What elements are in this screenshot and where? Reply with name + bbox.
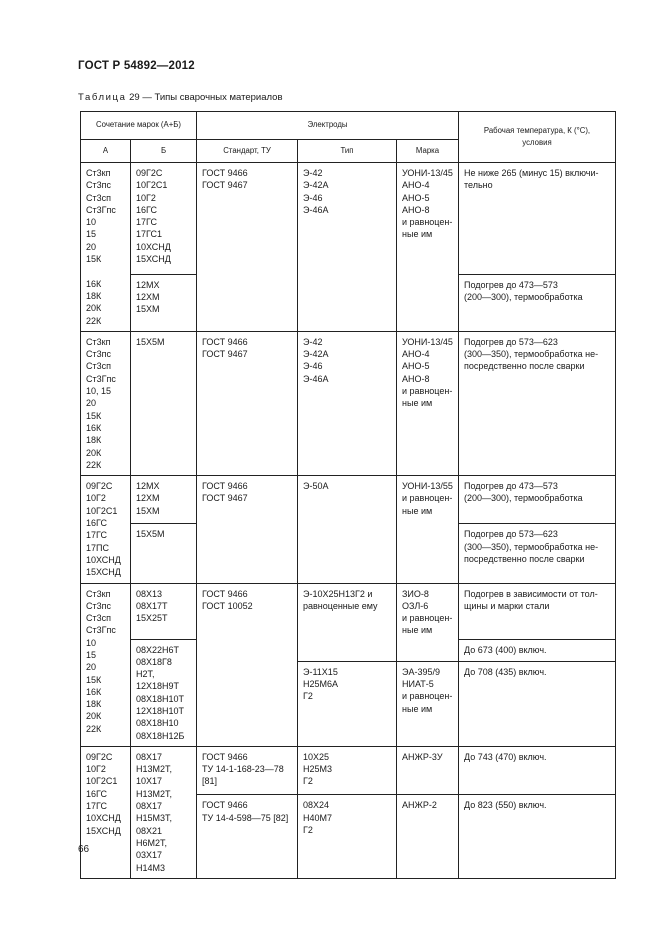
cell-line: 08Х18Н12Б — [136, 730, 185, 741]
cell-line: Э-50А — [303, 481, 329, 492]
cell-content — [298, 662, 396, 707]
cell-content — [459, 640, 615, 660]
cell-line: (200—300), термообработка — [464, 493, 583, 504]
cell-content — [397, 662, 458, 719]
cell-content — [197, 163, 297, 196]
cell-content — [397, 332, 458, 414]
cell-line: АНО-8 — [402, 204, 430, 215]
cell-line: До 823 (550) включ. — [464, 800, 547, 811]
cell-line: и равноцен- — [402, 691, 453, 702]
cell-line: УОНИ-13/55 — [402, 481, 453, 492]
cell-line: Подогрев до 573—623 — [464, 529, 558, 540]
cell-line: Подогрев до 473—573 — [464, 279, 558, 290]
cell-line: 12ХМ — [136, 493, 160, 504]
cell-content — [459, 584, 615, 617]
cell-content — [81, 584, 130, 740]
cell-content — [131, 584, 196, 629]
header-a: А — [81, 140, 131, 163]
cell-line: ГОСТ 10052 — [202, 600, 253, 611]
cell-line: 20 — [86, 241, 97, 252]
cell-line: Ст3сп — [86, 361, 112, 372]
cell-line: ОЗЛ-6 — [402, 600, 429, 611]
cell-line: и равноцен- — [402, 386, 453, 397]
cell-line: Г2 — [303, 824, 313, 835]
cell-content — [197, 476, 297, 509]
cell-line: равноценные ему — [303, 600, 378, 611]
cell-content — [459, 524, 615, 569]
cell-a — [81, 331, 131, 475]
cell-line: Н25М6А — [303, 679, 339, 690]
cell-line: 08Х24 — [303, 800, 330, 811]
cell-standard — [197, 331, 298, 475]
cell-line: 16ГС — [86, 788, 107, 799]
cell-line: 09Г2С — [86, 751, 113, 762]
cell-line: 15 — [86, 229, 97, 240]
cell-line: 18К — [86, 699, 102, 710]
cell-line: ТУ 14-1-168-23—78 — [202, 764, 284, 775]
cell-line: Э-42А — [303, 180, 329, 191]
cell-line: 17ГС — [86, 530, 107, 541]
header-temp-text: Рабочая температура, К (°С), условия — [483, 125, 591, 147]
header-combo: Сочетание марок (А+Б) — [81, 112, 197, 140]
cell-content — [81, 476, 130, 582]
cell-content — [81, 163, 130, 331]
cell-line: (300—350), термообработка не- — [464, 541, 599, 552]
cell-content — [81, 332, 130, 475]
cell-line: 20К — [86, 447, 102, 458]
cell-temp — [459, 795, 616, 878]
cell-line: Н13М2Т, — [136, 788, 173, 799]
cell-line: 08Х18Н10Т — [136, 693, 185, 704]
cell-line: 10Г2 — [86, 764, 106, 775]
cell-line: Н2Т, — [136, 669, 155, 680]
document-code: ГОСТ Р 54892—2012 — [78, 60, 195, 72]
cell-line: 08Х13 — [136, 588, 163, 599]
cell-content — [397, 163, 458, 245]
cell-line: 15ХСНД — [86, 567, 121, 578]
cell-b — [131, 639, 197, 746]
cell-type — [298, 661, 397, 746]
cell-line: Э-42А — [303, 349, 329, 360]
cell-line: 15К — [86, 254, 102, 265]
cell-line: ГОСТ 9466 — [202, 751, 248, 762]
cell-line: ГОСТ 9466 — [202, 336, 248, 347]
cell-brand — [397, 583, 459, 661]
cell-line: 12ХМ — [136, 291, 160, 302]
cell-line: Э-42 — [303, 168, 323, 178]
cell-type — [298, 583, 397, 661]
cell-temp — [459, 476, 616, 524]
cell-line: и равноцен- — [402, 217, 453, 228]
cell-line: 08Х17 — [136, 801, 163, 812]
cell-content — [459, 747, 615, 767]
cell-line: Ст3пс — [86, 349, 112, 360]
cell-brand — [397, 746, 459, 794]
cell-line: (200—300), термообработка — [464, 291, 583, 302]
cell-content — [397, 747, 458, 767]
header-type: Тип — [298, 140, 397, 163]
cell-content — [197, 795, 297, 828]
cell-content — [298, 163, 396, 220]
cell-line: До 743 (470) включ. — [464, 751, 547, 762]
cell-content — [131, 524, 196, 544]
cell-line: 17ГС1 — [136, 229, 162, 240]
cell-line: Э-10Х25Н13Г2 и — [303, 588, 373, 599]
cell-line: и равноцен- — [402, 493, 453, 504]
cell-line: 17ГС — [86, 801, 107, 812]
cell-line — [86, 265, 127, 277]
cell-content — [459, 662, 615, 682]
cell-line: Г2 — [303, 691, 313, 702]
cell-b — [131, 746, 197, 878]
cell-line: ГОСТ 9466 — [202, 481, 248, 492]
cell-line: 09Г2С — [86, 481, 113, 492]
cell-line: Ст3кп — [86, 336, 111, 347]
cell-content — [298, 332, 396, 389]
cell-line: посредственно после сварки — [464, 361, 585, 372]
cell-line: 10Г2С1 — [86, 505, 118, 516]
cell-line: 10 — [86, 217, 97, 228]
cell-brand — [397, 661, 459, 746]
cell-line: Ст3пс — [86, 180, 112, 191]
caption-title: — Типы сварочных материалов — [142, 92, 283, 103]
cell-brand — [397, 795, 459, 878]
cell-line: ные им — [402, 398, 433, 409]
cell-content — [131, 640, 196, 746]
cell-b — [131, 524, 197, 583]
cell-b — [131, 163, 197, 275]
cell-line: АНЖР-2 — [402, 800, 437, 811]
cell-temp — [459, 583, 616, 639]
cell-line: Э-46А — [303, 204, 329, 215]
cell-temp — [459, 661, 616, 746]
cell-line: 20 — [86, 398, 97, 409]
cell-line: 12МХ — [136, 279, 160, 290]
cell-line: 10Г2С1 — [86, 776, 118, 787]
cell-line: ГОСТ 9466 — [202, 800, 248, 811]
cell-b — [131, 274, 197, 331]
cell-temp — [459, 746, 616, 794]
cell-line: ГОСТ 9466 — [202, 168, 248, 178]
cell-line: 12Х18Н10Т — [136, 705, 185, 716]
cell-type — [298, 163, 397, 332]
cell-content — [298, 747, 396, 792]
table-row — [81, 746, 616, 794]
table-row — [81, 476, 616, 524]
cell-line: 08Х18Н10 — [136, 718, 179, 729]
cell-line: 10ХСНД — [86, 554, 121, 565]
cell-line: 10ХСНД — [86, 813, 121, 824]
cell-line: УОНИ-13/45 — [402, 168, 453, 178]
header-electrodes: Электроды — [197, 112, 459, 140]
header-standard: Стандарт, ТУ — [197, 140, 298, 163]
cell-line: 10, 15 — [86, 386, 112, 397]
cell-line: 12Х18Н9Т — [136, 681, 180, 692]
table-row — [81, 163, 616, 275]
cell-line: [81] — [202, 776, 218, 787]
cell-content — [131, 747, 196, 878]
cell-standard — [197, 795, 298, 878]
cell-line: Э-11Х15 — [303, 666, 338, 677]
cell-line: 16ГС — [86, 518, 107, 529]
cell-line: 16К — [86, 422, 102, 433]
cell-line: Ст3сп — [86, 613, 112, 624]
cell-content — [131, 163, 196, 269]
header-b: Б — [131, 140, 197, 163]
cell-temp — [459, 331, 616, 475]
cell-line: 08Х17Т — [136, 600, 168, 611]
cell-brand — [397, 163, 459, 332]
cell-type — [298, 795, 397, 878]
cell-line: Подогрев до 573—623 — [464, 336, 558, 347]
cell-line: До 708 (435) включ. — [464, 666, 547, 677]
cell-line: ные им — [402, 625, 433, 636]
cell-line: Подогрев до 473—573 — [464, 481, 558, 492]
cell-line: АНО-5 — [402, 192, 430, 203]
cell-content — [459, 476, 615, 509]
cell-line: 16К — [86, 686, 102, 697]
cell-line: 10Г2С1 — [136, 180, 168, 191]
cell-line: 09Г2С — [136, 168, 163, 178]
cell-line: 10Х17 — [136, 776, 163, 787]
cell-type — [298, 476, 397, 583]
cell-line: 03Х17 — [136, 850, 163, 861]
cell-line: Подогрев в зависимости от тол- — [464, 588, 598, 599]
cell-temp — [459, 639, 616, 661]
cell-line: Э-42 — [303, 336, 323, 347]
table-row — [81, 583, 616, 639]
cell-content — [298, 795, 396, 840]
cell-standard — [197, 476, 298, 583]
cell-a — [81, 476, 131, 583]
cell-line: ГОСТ 9467 — [202, 349, 248, 360]
cell-line: ные им — [402, 703, 433, 714]
cell-content — [298, 476, 396, 496]
cell-standard — [197, 746, 298, 794]
cell-line: 08Х17 — [136, 751, 163, 762]
cell-line: 15К — [86, 674, 102, 685]
cell-line: 20К — [86, 303, 102, 314]
cell-b — [131, 583, 197, 639]
header-temp — [459, 112, 616, 163]
cell-content — [397, 476, 458, 521]
cell-line: 17ГС — [136, 217, 157, 228]
caption-label: Таблица — [78, 92, 127, 103]
cell-line: 15К — [86, 410, 102, 421]
cell-line: 15Х5М — [136, 336, 165, 347]
table-row — [81, 331, 616, 475]
cell-line: 20К — [86, 711, 102, 722]
cell-line: Н25М3 — [303, 764, 333, 775]
header-brand: Марка — [397, 140, 459, 163]
cell-type — [298, 746, 397, 794]
cell-content — [131, 332, 196, 352]
cell-line: Ст3Гпс — [86, 373, 116, 384]
cell-line: Г2 — [303, 776, 313, 787]
cell-line: АНО-5 — [402, 361, 430, 372]
cell-line: и равноцен- — [402, 613, 453, 624]
cell-b — [131, 476, 197, 524]
cell-line: 15 — [86, 649, 97, 660]
cell-line: УОНИ-13/45 — [402, 336, 453, 347]
cell-line: АНО-8 — [402, 373, 430, 384]
cell-line: Ст3кп — [86, 588, 111, 599]
cell-brand — [397, 476, 459, 583]
cell-line: 10ХСНД — [136, 241, 171, 252]
cell-brand — [397, 331, 459, 475]
cell-content — [81, 747, 130, 841]
cell-content — [459, 275, 615, 308]
cell-a — [81, 746, 131, 878]
cell-line: 20 — [86, 662, 97, 673]
cell-line: АНО-4 — [402, 349, 430, 360]
cell-content — [131, 275, 196, 320]
cell-line: 08Х21 — [136, 825, 163, 836]
cell-line: Э-46 — [303, 361, 323, 372]
cell-type — [298, 331, 397, 475]
caption-number: 29 — [129, 92, 140, 103]
cell-line: ЭА-395/9 — [402, 666, 440, 677]
cell-line: Не ниже 265 (минус 15) включи- — [464, 168, 599, 178]
cell-line: ные им — [402, 505, 433, 516]
cell-line: 16К — [86, 278, 102, 289]
cell-line: ГОСТ 9467 — [202, 180, 248, 191]
cell-line: Ст3кп — [86, 168, 111, 178]
cell-line: 10Г2 — [86, 493, 106, 504]
cell-line: Ст3Гпс — [86, 625, 116, 636]
cell-line: 10Г2 — [136, 192, 156, 203]
cell-content — [397, 584, 458, 641]
cell-line: Э-46 — [303, 192, 323, 203]
cell-line: 17ПС — [86, 542, 109, 553]
welding-materials-table — [80, 111, 616, 879]
cell-line: 15ХСНД — [86, 825, 121, 836]
cell-line: До 673 (400) включ. — [464, 644, 547, 655]
cell-line: Ст3пс — [86, 600, 112, 611]
cell-line: 16ГС — [136, 204, 157, 215]
cell-line: тельно — [464, 180, 493, 191]
cell-line: 08Х22Н6Т — [136, 644, 180, 655]
cell-line: 15ХМ — [136, 304, 160, 315]
cell-b — [131, 331, 197, 475]
cell-standard — [197, 583, 298, 746]
cell-line: Ст3Гпс — [86, 204, 116, 215]
cell-content — [298, 584, 396, 617]
cell-line: Н40М7 — [303, 812, 333, 823]
cell-content — [459, 332, 615, 377]
cell-line: Н6М2Т, — [136, 837, 168, 848]
cell-content — [197, 747, 297, 792]
table-caption — [78, 92, 283, 103]
cell-line: 15ХМ — [136, 505, 160, 516]
cell-standard — [197, 163, 298, 332]
cell-line: 10 — [86, 637, 97, 648]
page-number: 66 — [78, 844, 90, 855]
cell-temp — [459, 163, 616, 275]
cell-line: 10Х25 — [303, 751, 330, 762]
cell-line: 15ХСНД — [136, 254, 171, 265]
cell-line: Н14М3 — [136, 862, 166, 873]
cell-content — [459, 795, 615, 815]
cell-line: ные им — [402, 229, 433, 240]
cell-temp — [459, 274, 616, 331]
cell-line: АНЖР-3У — [402, 751, 443, 762]
cell-line: 08Х18Г8 — [136, 656, 172, 667]
cell-line: Н13М2Т, — [136, 764, 173, 775]
cell-line: ГОСТ 9466 — [202, 588, 248, 599]
cell-line: Н15М3Т, — [136, 813, 173, 824]
cell-line: 12МХ — [136, 481, 160, 492]
cell-line: ГОСТ 9467 — [202, 493, 248, 504]
cell-line: НИАТ-5 — [402, 679, 434, 690]
cell-temp — [459, 524, 616, 583]
cell-line: 15Х25Т — [136, 613, 168, 624]
cell-line: 15Х5М — [136, 529, 165, 540]
cell-line: 22К — [86, 459, 102, 470]
cell-line: 18К — [86, 290, 102, 301]
cell-content — [459, 163, 615, 196]
cell-line: 22К — [86, 723, 102, 734]
cell-content — [131, 476, 196, 521]
cell-line: Э-46А — [303, 373, 329, 384]
cell-line: ТУ 14-4-598—75 [82] — [202, 812, 289, 823]
cell-line: 22К — [86, 315, 102, 326]
cell-line: посредственно после сварки — [464, 554, 585, 565]
cell-a — [81, 583, 131, 746]
cell-content — [197, 584, 297, 617]
cell-content — [197, 332, 297, 365]
cell-a — [81, 163, 131, 332]
cell-line: АНО-4 — [402, 180, 430, 191]
cell-line: 18К — [86, 435, 102, 446]
cell-line: щины и марки стали — [464, 600, 550, 611]
cell-line: (300—350), термообработка не- — [464, 349, 599, 360]
cell-content — [397, 795, 458, 815]
cell-line: Ст3сп — [86, 192, 112, 203]
cell-line: ЗИО-8 — [402, 588, 429, 599]
